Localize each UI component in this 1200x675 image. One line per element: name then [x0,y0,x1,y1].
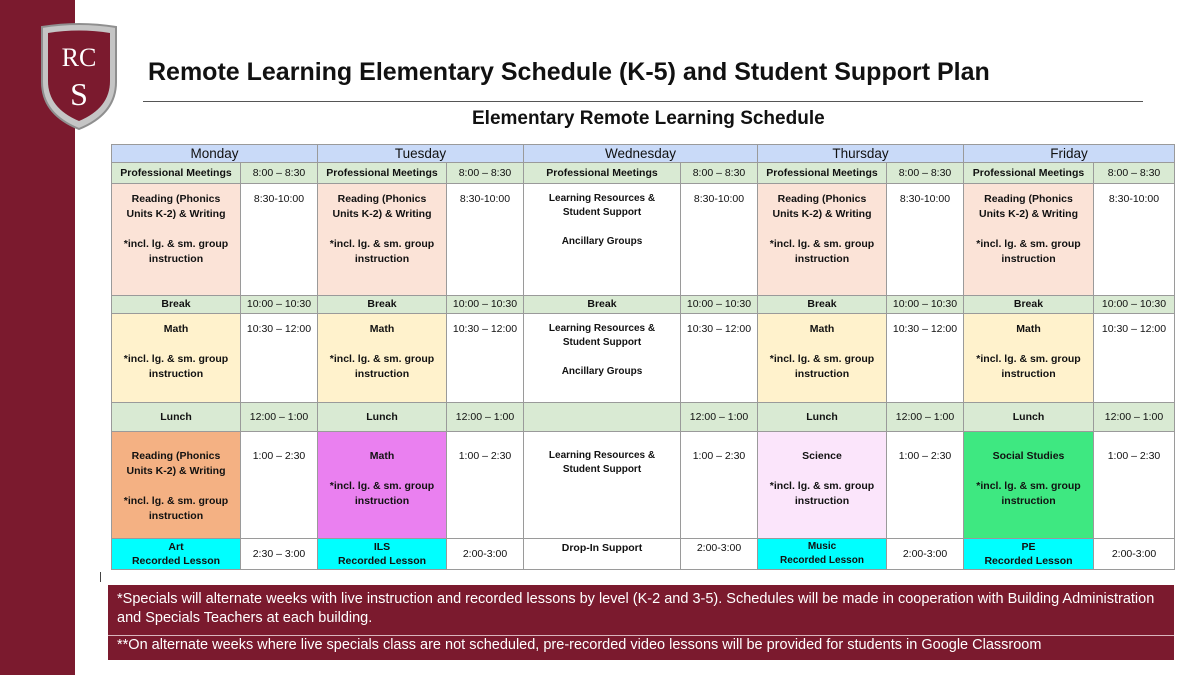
time-label: 10:00 – 10:30 [686,298,752,310]
tuesday-break-time [446,295,524,314]
cell-sublabel: instruction [794,253,850,265]
cell-sublabel: *incl. lg. & sm. group [976,353,1081,365]
tuesday-afternoon-math-cell [317,431,447,539]
cell-label: Student Support [562,464,642,475]
title-divider [143,101,1143,102]
wednesday-afternoon-support-cell [523,431,681,539]
time-label: 12:00 – 1:00 [895,410,955,423]
cell-label: Reading (Phonics [337,193,427,205]
thursday-afternoon-time [886,431,964,539]
specials-note: *Specials will alternate weeks with live instruction and recorded lessons by level (K-2 and 3-5). Schedules will be made in cooperation with Building Administration and Specials Teachers at each building. [117,591,1155,626]
monday-break-time [240,295,318,314]
cell-label: Student Support [562,337,642,348]
monday-special-cell [111,538,241,570]
cell-label: Drop-In Support [561,542,643,554]
cell-label: Units K-2) & Writing [979,208,1078,220]
thursday-math-time [886,313,964,403]
cell-label: Break [587,298,617,310]
wednesday-lunch-cell [523,402,681,432]
time-label: 10:30 – 12:00 [892,323,958,335]
time-label: 10:00 – 10:30 [1101,298,1167,310]
wednesday-lunch-time [680,402,758,432]
cell-sublabel: *incl. lg. & sm. group [329,480,435,492]
cell-sublabel: Recorded Lesson [780,555,864,566]
time-label: 1:00 – 2:30 [898,450,952,462]
thursday-reading-cell [757,183,887,296]
cell-label: Learning Resources & [548,193,656,204]
time-label: 10:30 – 12:00 [246,323,312,335]
thursday-special-time [886,538,964,570]
cell-label: Math [369,323,395,335]
cell-label: Units K-2) & Writing [772,208,872,220]
recorded-lessons-note: **On alternate weeks where live specials class are not scheduled, pre-recorded video lessons will be provided for students in Google Classroom [117,637,1042,653]
cell-sublabel: *incl. lg. & sm. group [976,238,1081,250]
thursday-reading-time [886,183,964,296]
cell-label: Learning Resources & [548,323,656,334]
thursday-lunch-time [886,402,964,432]
friday-special-time [1093,538,1175,570]
time-label: 10:00 – 10:30 [246,298,312,310]
tuesday-meetings-time [446,162,524,184]
friday-reading-cell [963,183,1094,296]
friday-reading-time [1093,183,1175,296]
friday-lunch-cell [963,402,1094,432]
cell-sublabel: Ancillary Groups [561,236,643,247]
time-label: 12:00 – 1:00 [1104,410,1164,423]
thursday-math-cell [757,313,887,403]
time-label: 10:30 – 12:00 [686,323,752,335]
time-label: 8:00 – 8:30 [692,166,746,179]
tuesday-special-cell [317,538,447,570]
cell-sublabel: instruction [1001,368,1056,380]
cell-sublabel: *incl. lg. & sm. group [329,353,435,365]
thursday-meetings-time [886,162,964,184]
cell-label: Professional Meetings [120,166,232,179]
cell-label: Break [1013,298,1044,310]
time-label: 8:00 – 8:30 [1107,166,1161,179]
cell-sublabel: instruction [1001,253,1056,265]
time-label: 8:30-10:00 [253,193,305,205]
cell-sublabel: *incl. lg. & sm. group [123,495,229,507]
time-label: 8:30-10:00 [1108,193,1160,205]
page-title: Remote Learning Elementary Schedule (K-5) and Student Support Plan [148,58,990,86]
cell-label: Reading (Phonics [131,193,221,205]
friday-break-cell [963,295,1094,314]
thursday-meetings-cell [757,162,887,184]
svg-text:RC: RC [61,43,97,72]
friday-break-time [1093,295,1175,314]
tuesday-reading-time [446,183,524,296]
cell-label: PE [1021,541,1036,553]
cell-sublabel: instruction [1001,495,1056,507]
cell-label: Math [1016,323,1041,335]
cell-sublabel: instruction [148,510,204,522]
tuesday-math-time [446,313,524,403]
tuesday-lunch-time [446,402,524,432]
cell-sublabel: Ancillary Groups [561,366,643,377]
tuesday-break-cell [317,295,447,314]
time-label: 8:00 – 8:30 [458,166,512,179]
friday-special-cell [963,538,1094,570]
cell-sublabel: instruction [148,253,204,265]
rcs-shield-logo [38,22,120,132]
wednesday-dropin-time [680,538,758,570]
wednesday-meetings-time [680,162,758,184]
monday-math-time [240,313,318,403]
cell-sublabel: instruction [794,495,850,507]
cell-label: Lunch [160,410,192,423]
monday-lunch-cell [111,402,241,432]
cell-label: Units K-2) & Writing [126,465,226,477]
wednesday-dropin-cell [523,538,681,570]
cell-sublabel: Recorded Lesson [337,555,427,567]
time-label: 1:00 – 2:30 [1107,450,1161,462]
time-label: 8:30-10:00 [899,193,951,205]
monday-meetings-time [240,162,318,184]
cell-sublabel: *incl. lg. & sm. group [123,238,229,250]
friday-math-time [1093,313,1175,403]
monday-math-cell [111,313,241,403]
thursday-break-cell [757,295,887,314]
wednesday-learning-resources-cell [523,183,681,296]
time-label: 1:00 – 2:30 [252,450,306,462]
time-label: 10:00 – 10:30 [452,298,518,310]
cell-label: Professional Meetings [972,166,1085,179]
time-label: 10:30 – 12:00 [1101,323,1167,335]
wednesday-midday-time [680,313,758,403]
cell-label: Music [807,541,837,552]
cell-sublabel: *incl. lg. & sm. group [769,238,875,250]
cell-label: Professional Meetings [546,166,658,179]
thursday-special-cell [757,538,887,570]
cell-label: Lunch [366,410,398,423]
cell-label: Professional Meetings [766,166,878,179]
monday-lunch-time [240,402,318,432]
tuesday-reading-cell [317,183,447,296]
friday-lunch-time [1093,402,1175,432]
cell-sublabel: instruction [354,253,410,265]
monday-special-time [240,538,318,570]
cell-label: Math [369,450,395,462]
cell-sublabel: *incl. lg. & sm. group [769,480,875,492]
time-label: 2:00-3:00 [1111,547,1157,560]
cell-sublabel: instruction [148,368,204,380]
text-cursor-mark [100,572,101,582]
cell-label: Break [367,298,397,310]
wednesday-break-cell [523,295,681,314]
cell-sublabel: *incl. lg. & sm. group [976,480,1081,492]
time-label: 10:30 – 12:00 [452,323,518,335]
monday-afternoon-reading-cell [111,431,241,539]
monday-reading-cell [111,183,241,296]
friday-social-studies-cell [963,431,1094,539]
thursday-lunch-cell [757,402,887,432]
monday-afternoon-time [240,431,318,539]
cell-label: Math [809,323,835,335]
monday-meetings-cell [111,162,241,184]
time-label: 8:00 – 8:30 [898,166,952,179]
wednesday-midday-support-cell [523,313,681,403]
day-header-tuesday: Tuesday [317,144,524,163]
time-label: 8:30-10:00 [459,193,511,205]
tuesday-meetings-cell [317,162,447,184]
friday-math-cell [963,313,1094,403]
friday-meetings-time [1093,162,1175,184]
time-label: 2:30 – 3:00 [252,547,306,560]
tuesday-special-time [446,538,524,570]
cell-label: Reading (Phonics [777,193,867,205]
wednesday-learning-resources-time [680,183,758,296]
time-label: 8:00 – 8:30 [252,166,306,179]
cell-sublabel: instruction [354,368,410,380]
friday-afternoon-time [1093,431,1175,539]
cell-label: ILS [373,541,391,553]
cell-label: Reading (Phonics [984,193,1073,205]
cell-label: Student Support [562,207,642,218]
cell-label: Break [161,298,191,310]
monday-reading-time [240,183,318,296]
time-label: 2:00-3:00 [902,547,948,560]
wednesday-break-time [680,295,758,314]
friday-meetings-cell [963,162,1094,184]
time-label: 8:30-10:00 [693,193,745,205]
time-label: 12:00 – 1:00 [689,410,749,423]
cell-sublabel: Recorded Lesson [984,555,1073,567]
thursday-science-cell [757,431,887,539]
time-label: 10:00 – 10:30 [892,298,958,310]
cell-label: Lunch [806,410,838,423]
wednesday-meetings-cell [523,162,681,184]
day-header-wednesday: Wednesday [523,144,758,163]
cell-sublabel: instruction [794,368,850,380]
time-label: 12:00 – 1:00 [249,410,309,423]
time-label: 2:00-3:00 [462,547,508,560]
cell-label: Lunch [1012,410,1045,423]
cell-label: Units K-2) & Writing [332,208,432,220]
cell-sublabel: instruction [354,495,410,507]
cell-label: Professional Meetings [326,166,438,179]
day-header-monday: Monday [111,144,318,163]
cell-sublabel: *incl. lg. & sm. group [769,353,875,365]
schedule-title: Elementary Remote Learning Schedule [472,108,825,129]
schedule-grid [111,144,1175,570]
cell-sublabel: *incl. lg. & sm. group [329,238,435,250]
time-label: 1:00 – 2:30 [458,450,512,462]
monday-break-cell [111,295,241,314]
cell-label: Art [168,541,184,553]
tuesday-math-cell [317,313,447,403]
cell-label: Social Studies [992,450,1065,462]
thursday-break-time [886,295,964,314]
day-header-friday: Friday [963,144,1175,163]
day-header-thursday: Thursday [757,144,964,163]
cell-label: Reading (Phonics [131,450,221,462]
cell-label: Science [802,450,842,462]
cell-label: Learning Resources & [548,450,656,461]
time-label: 2:00-3:00 [696,542,742,554]
cell-label: Break [807,298,837,310]
tuesday-lunch-cell [317,402,447,432]
cell-sublabel: *incl. lg. & sm. group [123,353,229,365]
tuesday-afternoon-time [446,431,524,539]
wednesday-afternoon-time [680,431,758,539]
svg-text:S: S [70,76,88,112]
cell-label: Math [163,323,189,335]
time-label: 1:00 – 2:30 [692,450,746,462]
cell-sublabel: Recorded Lesson [131,555,221,567]
cell-label: Units K-2) & Writing [126,208,226,220]
time-label: 12:00 – 1:00 [455,410,515,423]
